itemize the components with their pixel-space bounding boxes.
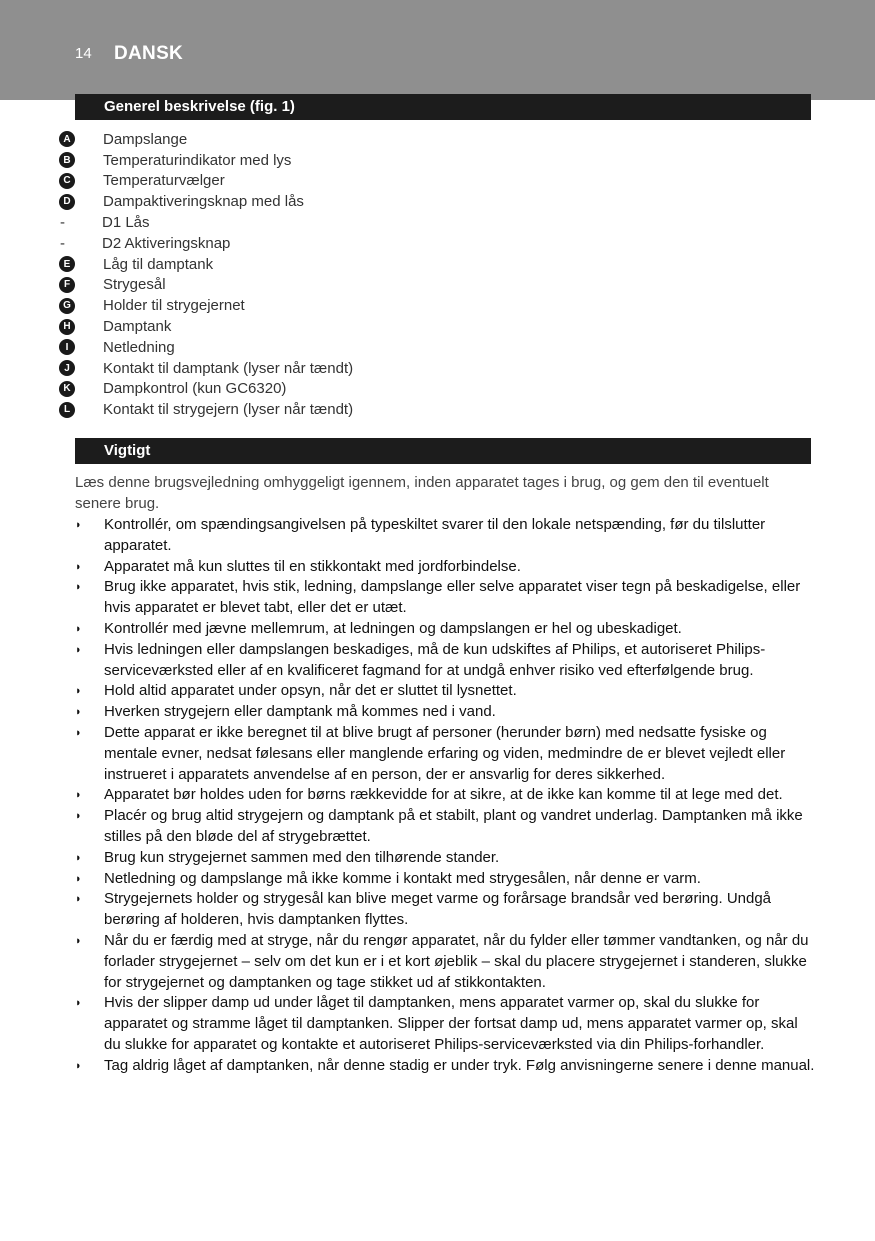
intro-paragraph: Læs denne brugsvejledning omhyggeligt igennem, inden apparatet tages i brug, og gem den til eventuelt senere brug. (75, 474, 769, 512)
bullet-arrow-icon: ◗ (75, 706, 82, 719)
bullet-arrow-icon: ◗ (75, 581, 82, 594)
safety-bullet (75, 848, 815, 869)
letter-marker-icon: J (59, 360, 75, 376)
section-title: Vigtigt (104, 442, 151, 459)
dash-marker: - (60, 234, 65, 252)
letter-marker-icon: C (59, 173, 75, 189)
safety-bullet (75, 931, 815, 993)
bullet-arrow-icon: ◗ (75, 560, 82, 573)
letter-marker-icon: F (59, 277, 75, 293)
safety-bullet (75, 702, 815, 723)
bullet-arrow-icon: ◗ (75, 997, 82, 1010)
part-label: Kontakt til damptank (lyser når tændt) (103, 359, 354, 377)
safety-bullet (75, 723, 815, 785)
page-number: 14 (75, 45, 92, 62)
part-label: Strygesål (103, 276, 166, 294)
safety-bullet-list (75, 515, 815, 1077)
safety-bullet (75, 619, 815, 640)
letter-marker-icon: B (59, 152, 75, 168)
safety-bullet (75, 806, 815, 848)
letter-marker-icon: H (59, 319, 75, 335)
letter-marker-icon: I (59, 339, 75, 355)
part-item (57, 233, 817, 254)
section-heading-general-description (75, 94, 811, 120)
part-item (57, 316, 817, 337)
part-item (57, 150, 817, 171)
page-header-band (0, 0, 875, 100)
part-item (57, 275, 817, 296)
bullet-text: Tag aldrig låget af damptanken, når denne stadig er under tryk. Følg anvisningerne senere i denne manual. (104, 1056, 815, 1074)
bullet-text: Placér og brug altid strygejern og damptank på et stabilt, plant og vandret underlag. Damptanken må ikke stilles på den bløde del af strygebrættet. (104, 807, 803, 845)
part-label: Temperaturvælger (103, 172, 225, 190)
section-heading-important (75, 438, 811, 464)
part-item (57, 191, 817, 212)
safety-bullet (75, 681, 815, 702)
bullet-arrow-icon: ◗ (75, 851, 82, 864)
safety-bullet (75, 1056, 815, 1077)
part-item (57, 358, 817, 379)
bullet-arrow-icon: ◗ (75, 789, 82, 802)
bullet-arrow-icon: ◗ (75, 643, 82, 656)
part-item (57, 212, 817, 233)
part-item (57, 337, 817, 358)
part-label: D2 Aktiveringsknap (102, 234, 231, 252)
bullet-arrow-icon: ◗ (75, 1059, 82, 1072)
part-label: Netledning (103, 338, 175, 356)
bullet-text: Hold altid apparatet under opsyn, når det er sluttet til lysnettet. (104, 682, 517, 700)
part-item (57, 254, 817, 275)
letter-marker-icon: G (59, 298, 75, 314)
safety-bullet (75, 515, 815, 557)
bullet-arrow-icon: ◗ (75, 685, 82, 698)
letter-marker-icon: A (59, 131, 75, 147)
part-item (57, 129, 817, 150)
part-label: D1 Lås (102, 214, 150, 232)
language-title: DANSK (114, 43, 184, 64)
letter-marker-icon: E (59, 256, 75, 272)
bullet-text: Brug ikke apparatet, hvis stik, ledning, dampslange eller selve apparatet viser tegn på beskadigelse, eller hvis apparatet er blevet tabt, eller det er utæt. (104, 578, 801, 617)
dash-marker: - (60, 214, 65, 232)
bullet-text: Hverken strygejern eller damptank må kommes ned i vand. (104, 703, 496, 721)
parts-list (57, 129, 817, 420)
part-label: Temperaturindikator med lys (103, 151, 292, 169)
safety-bullet (75, 993, 815, 1055)
bullet-arrow-icon: ◗ (75, 726, 82, 739)
bullet-text: Hvis der slipper damp ud under låget til damptanken, mens apparatet varmer op, skal du slukke for apparatet og stramme låget til damptanken. Slipper der fortsat damp ud, mens apparatet varmer op, skal du slukke for apparatet og kontakte et autoriseret Philips-serviceværksted via din Philips-forhandler. (104, 994, 798, 1053)
part-label: Damptank (103, 318, 172, 336)
part-label: Dampkontrol (kun GC6320) (103, 380, 287, 398)
bullet-arrow-icon: ◗ (75, 872, 82, 885)
bullet-text: Brug kun strygejernet sammen med den tilhørende stander. (104, 848, 500, 866)
safety-bullet (75, 640, 815, 682)
part-item (57, 379, 817, 400)
bullet-text: Kontrollér, om spændingsangivelsen på typeskiltet svarer til den lokale netspænding, før du tilslutter apparatet. (104, 516, 766, 554)
part-label: Kontakt til strygejern (lyser når tændt) (103, 401, 354, 419)
safety-bullet (75, 889, 815, 931)
bullet-arrow-icon: ◗ (75, 810, 82, 823)
part-item (57, 295, 817, 316)
part-label: Holder til strygejernet (103, 297, 245, 315)
part-label: Dampaktiveringsknap med lås (103, 193, 304, 211)
bullet-text: Apparatet bør holdes uden for børns rækkevidde for at sikre, at de ikke kan komme til at lege med det. (104, 786, 783, 804)
section-title: Generel beskrivelse (fig. 1) (104, 98, 295, 115)
part-label: Dampslange (103, 130, 188, 148)
bullet-text: Dette apparat er ikke beregnet til at blive brugt af personer (herunder børn) med nedsatte fysiske og mentale evner, nedsat følesans eller manglende erfaring og viden, medmindre de er blevet vejledt eller instrueret i apparatets anvendelse af en person, der er ansvarlig for deres sikkerhed. (104, 723, 786, 783)
letter-marker-icon: D (59, 194, 75, 210)
bullet-text: Strygejernets holder og strygesål kan blive meget varme og forårsage brandsår ved berøring. Undgå berøring af holderen, hvis damptanken flyttes. (104, 890, 772, 929)
bullet-text: Når du er færdig med at stryge, når du rengør apparatet, når du fylder eller tømmer vandtanken, og når du forlader strygejernet – selv om det kun er i et kort øjeblik – skal du placere strygejernet i standeren, slukke for strygejernet og damptanken og tage stikket ud af stikkontakten. (104, 931, 809, 991)
letter-marker-icon: L (59, 402, 75, 418)
safety-bullet (75, 785, 815, 806)
bullet-text: Apparatet må kun sluttes til en stikkontakt med jordforbindelse. (104, 557, 521, 575)
safety-bullet (75, 557, 815, 578)
bullet-arrow-icon: ◗ (75, 893, 82, 906)
letter-marker-icon: K (59, 381, 75, 397)
safety-bullet (75, 869, 815, 890)
safety-bullet (75, 577, 815, 619)
part-label: Låg til damptank (103, 255, 214, 273)
bullet-text: Kontrollér med jævne mellemrum, at ledningen og dampslangen er hel og ubeskadiget. (104, 619, 682, 637)
bullet-arrow-icon: ◗ (75, 519, 82, 531)
bullet-arrow-icon: ◗ (75, 934, 82, 947)
part-item (57, 171, 817, 192)
bullet-text: Hvis ledningen eller dampslangen beskadiges, må de kun udskiftes af Philips, et autoriseret Philips-serviceværksted eller af en kvalificeret fagmand for at undgå enhver risiko ved efterfølgende brug. (104, 640, 766, 679)
bullet-arrow-icon: ◗ (75, 622, 82, 635)
bullet-text: Netledning og dampslange må ikke komme i kontakt med strygesålen, når denne er varm. (104, 869, 701, 887)
part-item (57, 399, 817, 420)
